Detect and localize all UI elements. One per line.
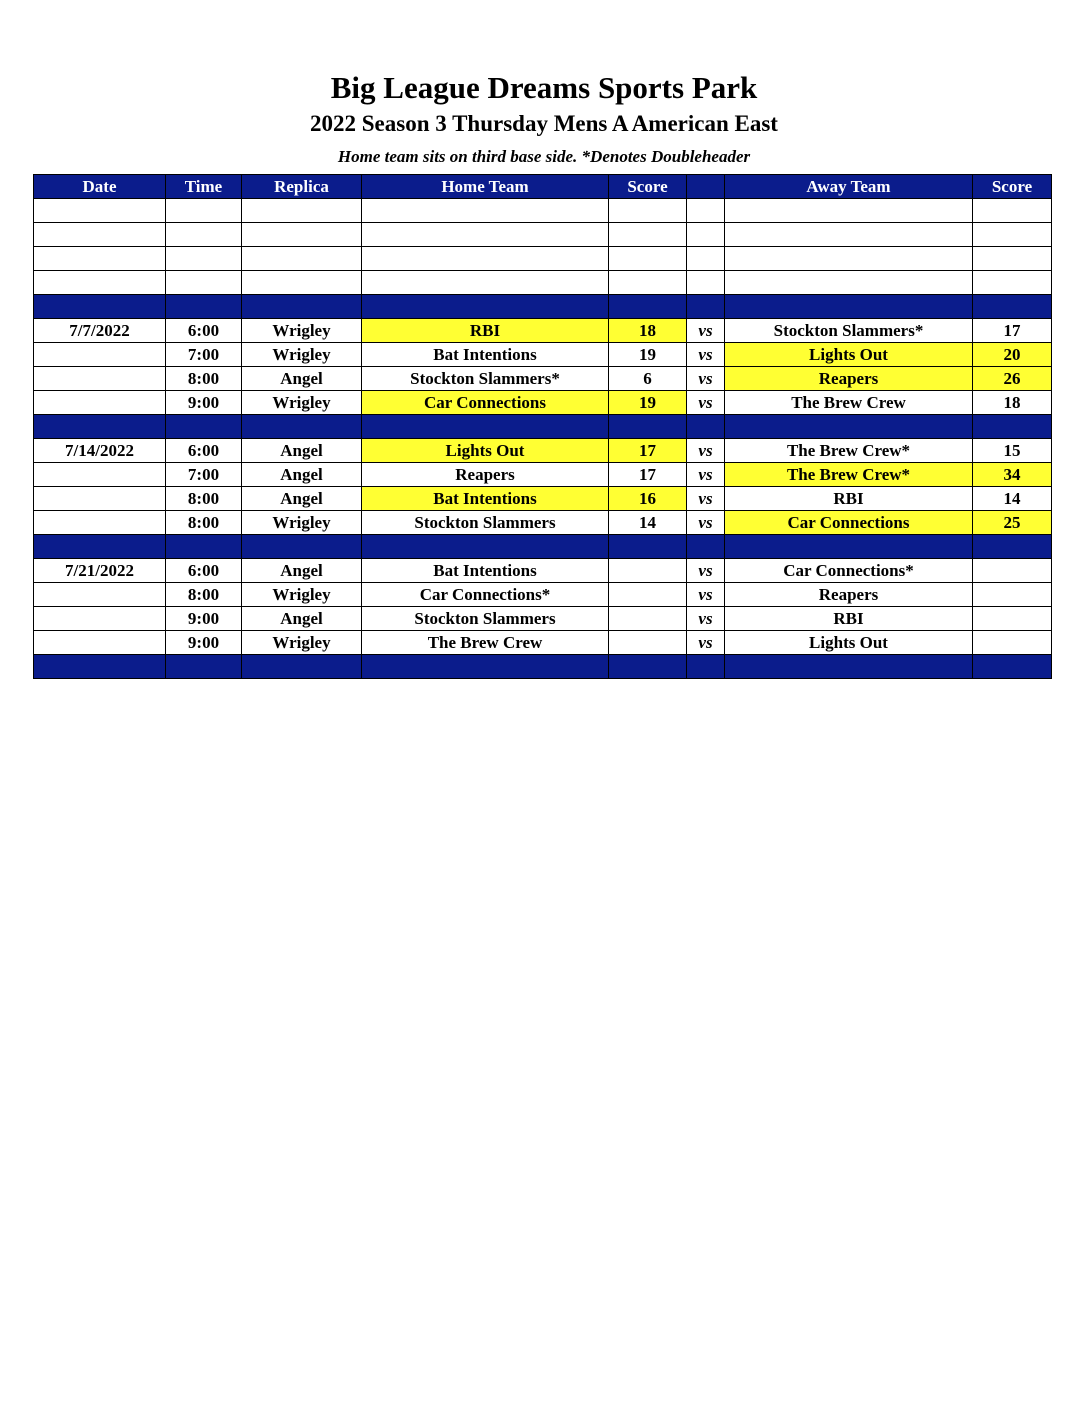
vs-label: vs xyxy=(687,631,725,655)
separator-cell xyxy=(34,655,166,679)
game-time: 8:00 xyxy=(166,367,242,391)
vs-label: vs xyxy=(687,367,725,391)
home-team: Bat Intentions xyxy=(362,559,609,583)
home-score: 16 xyxy=(609,487,687,511)
away-score: 25 xyxy=(973,511,1052,535)
home-team: Reapers xyxy=(362,463,609,487)
schedule-body xyxy=(34,199,1052,679)
separator-cell xyxy=(166,295,242,319)
page-subtitle: 2022 Season 3 Thursday Mens A American East xyxy=(310,111,778,136)
game-replica: Wrigley xyxy=(242,583,362,607)
game-replica: Angel xyxy=(242,463,362,487)
away-team: Lights Out xyxy=(725,343,973,367)
separator-cell xyxy=(609,415,687,439)
away-team: Lights Out xyxy=(725,631,973,655)
game-time: 6:00 xyxy=(166,439,242,463)
vs-label: vs xyxy=(687,463,725,487)
away-team: The Brew Crew xyxy=(725,391,973,415)
vs-label: vs xyxy=(687,487,725,511)
separator-cell xyxy=(362,295,609,319)
separator-cell xyxy=(725,415,973,439)
game-date xyxy=(34,463,166,487)
column-header-time: Time xyxy=(166,175,242,199)
away-score xyxy=(973,583,1052,607)
empty-row xyxy=(34,199,1052,223)
game-date xyxy=(34,343,166,367)
vs-label: vs xyxy=(687,559,725,583)
separator-cell xyxy=(609,535,687,559)
game-row xyxy=(34,367,1052,391)
page-title: Big League Dreams Sports Park xyxy=(330,70,758,105)
home-score: 17 xyxy=(609,439,687,463)
separator-cell xyxy=(973,655,1052,679)
game-time: 7:00 xyxy=(166,343,242,367)
game-replica: Angel xyxy=(242,367,362,391)
column-header-away-score: Score xyxy=(973,175,1052,199)
separator-cell xyxy=(687,535,725,559)
home-score: 17 xyxy=(609,463,687,487)
away-team: Reapers xyxy=(725,367,973,391)
home-score xyxy=(609,631,687,655)
separator-cell xyxy=(166,535,242,559)
game-date xyxy=(34,607,166,631)
game-row xyxy=(34,559,1052,583)
vs-label: vs xyxy=(687,319,725,343)
home-score: 6 xyxy=(609,367,687,391)
home-score xyxy=(609,559,687,583)
game-date xyxy=(34,583,166,607)
away-team: The Brew Crew* xyxy=(725,463,973,487)
game-row xyxy=(34,343,1052,367)
separator-cell xyxy=(687,655,725,679)
away-score xyxy=(973,607,1052,631)
table-header-row xyxy=(34,175,1052,199)
game-date xyxy=(34,367,166,391)
game-replica: Angel xyxy=(242,559,362,583)
separator-cell xyxy=(973,295,1052,319)
separator-cell xyxy=(609,295,687,319)
column-header-date: Date xyxy=(34,175,166,199)
game-date: 7/21/2022 xyxy=(34,559,166,583)
separator-cell xyxy=(362,415,609,439)
vs-label: vs xyxy=(687,439,725,463)
home-score: 19 xyxy=(609,391,687,415)
schedule-note: Home team sits on third base side. *Denotes Doubleheader xyxy=(337,147,751,166)
separator-cell xyxy=(687,415,725,439)
game-replica: Angel xyxy=(242,607,362,631)
away-score: 15 xyxy=(973,439,1052,463)
game-row xyxy=(34,391,1052,415)
game-replica: Wrigley xyxy=(242,391,362,415)
home-team: The Brew Crew xyxy=(362,631,609,655)
away-team: The Brew Crew* xyxy=(725,439,973,463)
game-date xyxy=(34,511,166,535)
week-separator-row xyxy=(34,295,1052,319)
separator-cell xyxy=(34,415,166,439)
home-team: Car Connections* xyxy=(362,583,609,607)
game-time: 8:00 xyxy=(166,511,242,535)
away-team: Car Connections xyxy=(725,511,973,535)
game-date: 7/7/2022 xyxy=(34,319,166,343)
column-header-replica: Replica xyxy=(242,175,362,199)
separator-cell xyxy=(973,415,1052,439)
away-team: Reapers xyxy=(725,583,973,607)
game-row xyxy=(34,487,1052,511)
away-team: RBI xyxy=(725,487,973,511)
vs-label: vs xyxy=(687,343,725,367)
separator-cell xyxy=(34,295,166,319)
game-replica: Wrigley xyxy=(242,631,362,655)
home-team: Bat Intentions xyxy=(362,487,609,511)
vs-label: vs xyxy=(687,583,725,607)
home-score xyxy=(609,583,687,607)
separator-cell xyxy=(242,295,362,319)
empty-row xyxy=(34,271,1052,295)
game-time: 8:00 xyxy=(166,487,242,511)
week-separator-row xyxy=(34,415,1052,439)
column-header-vs xyxy=(687,175,725,199)
column-header-home-team: Home Team xyxy=(362,175,609,199)
separator-cell xyxy=(242,415,362,439)
away-score: 14 xyxy=(973,487,1052,511)
away-score xyxy=(973,631,1052,655)
separator-cell xyxy=(34,535,166,559)
empty-row xyxy=(34,247,1052,271)
away-score: 34 xyxy=(973,463,1052,487)
away-score xyxy=(973,559,1052,583)
game-row xyxy=(34,607,1052,631)
game-replica: Wrigley xyxy=(242,319,362,343)
vs-label: vs xyxy=(687,391,725,415)
away-score: 17 xyxy=(973,319,1052,343)
away-team: Car Connections* xyxy=(725,559,973,583)
home-team: Bat Intentions xyxy=(362,343,609,367)
game-date: 7/14/2022 xyxy=(34,439,166,463)
game-time: 7:00 xyxy=(166,463,242,487)
separator-cell xyxy=(166,655,242,679)
game-date xyxy=(34,487,166,511)
week-separator-row xyxy=(34,655,1052,679)
game-row xyxy=(34,439,1052,463)
separator-cell xyxy=(362,655,609,679)
separator-cell xyxy=(166,415,242,439)
week-separator-row xyxy=(34,535,1052,559)
home-team: Stockton Slammers xyxy=(362,607,609,631)
home-team: RBI xyxy=(362,319,609,343)
vs-label: vs xyxy=(687,511,725,535)
schedule-table xyxy=(33,174,1052,679)
game-row xyxy=(34,583,1052,607)
game-date xyxy=(34,631,166,655)
separator-cell xyxy=(725,535,973,559)
game-replica: Angel xyxy=(242,487,362,511)
vs-label: vs xyxy=(687,607,725,631)
home-score: 14 xyxy=(609,511,687,535)
game-row xyxy=(34,463,1052,487)
separator-cell xyxy=(609,655,687,679)
away-score: 18 xyxy=(973,391,1052,415)
home-team: Stockton Slammers xyxy=(362,511,609,535)
game-time: 9:00 xyxy=(166,631,242,655)
game-time: 9:00 xyxy=(166,391,242,415)
home-team: Stockton Slammers* xyxy=(362,367,609,391)
column-header-away-team: Away Team xyxy=(725,175,973,199)
empty-row xyxy=(34,223,1052,247)
separator-cell xyxy=(687,295,725,319)
separator-cell xyxy=(242,655,362,679)
home-score: 18 xyxy=(609,319,687,343)
game-replica: Wrigley xyxy=(242,511,362,535)
away-team: Stockton Slammers* xyxy=(725,319,973,343)
separator-cell xyxy=(725,295,973,319)
separator-cell xyxy=(725,655,973,679)
game-time: 6:00 xyxy=(166,559,242,583)
column-header-home-score: Score xyxy=(609,175,687,199)
separator-cell xyxy=(973,535,1052,559)
game-time: 6:00 xyxy=(166,319,242,343)
game-row xyxy=(34,631,1052,655)
game-replica: Wrigley xyxy=(242,343,362,367)
home-team: Car Connections xyxy=(362,391,609,415)
game-date xyxy=(34,391,166,415)
game-row xyxy=(34,319,1052,343)
home-team: Lights Out xyxy=(362,439,609,463)
away-score: 26 xyxy=(973,367,1052,391)
away-score: 20 xyxy=(973,343,1052,367)
game-time: 8:00 xyxy=(166,583,242,607)
game-time: 9:00 xyxy=(166,607,242,631)
home-score: 19 xyxy=(609,343,687,367)
home-score xyxy=(609,607,687,631)
game-replica: Angel xyxy=(242,439,362,463)
separator-cell xyxy=(362,535,609,559)
game-row xyxy=(34,511,1052,535)
away-team: RBI xyxy=(725,607,973,631)
separator-cell xyxy=(242,535,362,559)
